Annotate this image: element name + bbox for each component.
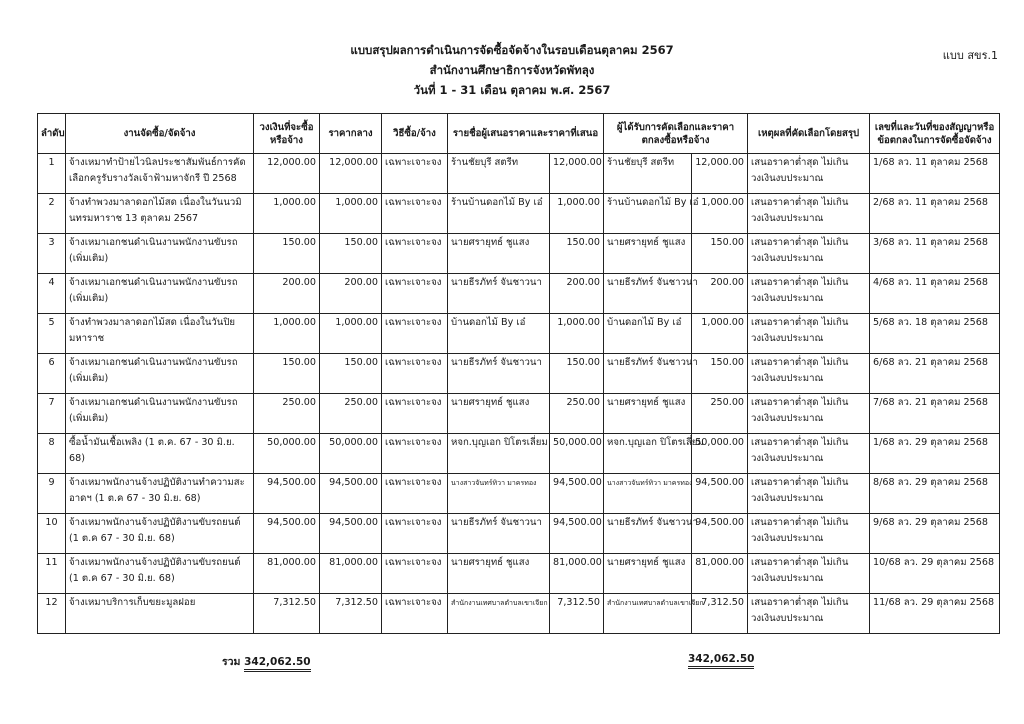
row-bidder: ร้านชัยบุรี สตรีท (448, 154, 550, 194)
row-no: 4 (38, 274, 66, 314)
row-budget: 94,500.00 (254, 474, 320, 514)
col-header-method: วิธีซื้อ/จ้าง (382, 114, 448, 154)
row-bidder: หจก.บุญเอก ปิโตรเลี่ยม (448, 434, 550, 474)
row-reason: เสนอราคาต่ำสุด ไม่เกินวงเงินงบประมาณ (748, 354, 870, 394)
row-item: จ้างเหมาพนักงานจ้างปฏิบัติงานทำความสะอาดฯ (1 ต.ค 67 - 30 มิ.ย. 68) (66, 474, 254, 514)
row-method: เฉพาะเจาะจง (382, 514, 448, 554)
row-bidder: นายศรายุทธ์ ชูแสง (448, 554, 550, 594)
row-budget: 81,000.00 (254, 554, 320, 594)
row-method: เฉพาะเจาะจง (382, 354, 448, 394)
row-winner: นายธีรภัทร์ จันชาวนา (604, 354, 692, 394)
procurement-table (37, 113, 1000, 634)
row-method: เฉพาะเจาะจง (382, 154, 448, 194)
row-median: 7,312.50 (320, 594, 382, 634)
row-reason: เสนอราคาต่ำสุด ไม่เกินวงเงินงบประมาณ (748, 394, 870, 434)
row-bid-price: 1,000.00 (550, 314, 604, 354)
total-label: รวม (222, 656, 241, 668)
row-bid-price: 94,500.00 (550, 514, 604, 554)
row-contract: 2/68 ลว. 11 ตุลาคม 2568 (870, 194, 1000, 234)
row-contract: 9/68 ลว. 29 ตุลาคม 2568 (870, 514, 1000, 554)
row-contract: 5/68 ลว. 18 ตุลาคม 2568 (870, 314, 1000, 354)
row-reason: เสนอราคาต่ำสุด ไม่เกินวงเงินงบประมาณ (748, 554, 870, 594)
row-bid-price: 94,500.00 (550, 474, 604, 514)
row-budget: 150.00 (254, 354, 320, 394)
row-winner: ร้านบ้านดอกไม้ By เอ๋ (604, 194, 692, 234)
row-item: จ้างเหมาเอกชนดำเนินงานพนักงานขับรถ (เพิ่มเติม) (66, 234, 254, 274)
row-contract: 1/68 ลว. 29 ตุลาคม 2568 (870, 434, 1000, 474)
row-median: 150.00 (320, 354, 382, 394)
row-no: 1 (38, 154, 66, 194)
table-row (38, 154, 1000, 194)
row-win-price: 1,000.00 (692, 194, 748, 234)
total-budget-value: 342,062.50 (244, 656, 310, 672)
row-win-price: 200.00 (692, 274, 748, 314)
row-contract: 11/68 ลว. 29 ตุลาคม 2568 (870, 594, 1000, 634)
row-contract: 3/68 ลว. 11 ตุลาคม 2568 (870, 234, 1000, 274)
row-bid-price: 7,312.50 (550, 594, 604, 634)
row-item: จ้างเหมาทำป้ายไวนิลประชาสัมพันธ์การคัดเลือกครูรับรางวัลเจ้าฟ้ามหาจักรี ปี 2568 (66, 154, 254, 194)
row-winner: นางสาวจันทร์ทิวา มาครทอง (604, 474, 692, 514)
row-win-price: 12,000.00 (692, 154, 748, 194)
row-no: 9 (38, 474, 66, 514)
row-win-price: 150.00 (692, 234, 748, 274)
row-item: จ้างเหมาเอกชนดำเนินงานพนักงานขับรถ (เพิ่มเติม) (66, 274, 254, 314)
row-method: เฉพาะเจาะจง (382, 314, 448, 354)
document-title: แบบสรุปผลการดำเนินการจัดซื้อจัดจ้างในรอบเดือนตุลาคม 2567 (350, 43, 674, 57)
row-budget: 12,000.00 (254, 154, 320, 194)
row-contract: 4/68 ลว. 11 ตุลาคม 2568 (870, 274, 1000, 314)
row-bid-price: 250.00 (550, 394, 604, 434)
table-row (38, 434, 1000, 474)
row-budget: 1,000.00 (254, 194, 320, 234)
row-bid-price: 50,000.00 (550, 434, 604, 474)
row-reason: เสนอราคาต่ำสุด ไม่เกินวงเงินงบประมาณ (748, 314, 870, 354)
row-no: 11 (38, 554, 66, 594)
row-no: 8 (38, 434, 66, 474)
row-method: เฉพาะเจาะจง (382, 434, 448, 474)
row-budget: 150.00 (254, 234, 320, 274)
row-bidder: นายธีรภัทร์ จันชาวนา (448, 274, 550, 314)
row-method: เฉพาะเจาะจง (382, 194, 448, 234)
row-winner: บ้านดอกไม้ By เอ๋ (604, 314, 692, 354)
table-row (38, 234, 1000, 274)
table-row (38, 554, 1000, 594)
col-header-item: งานจัดซื้อ/จัดจ้าง (66, 114, 254, 154)
row-winner: หจก.บุญเอก ปิโตรเลี่ยม (604, 434, 692, 474)
row-reason: เสนอราคาต่ำสุด ไม่เกินวงเงินงบประมาณ (748, 274, 870, 314)
row-bidder: นายธีรภัทร์ จันชาวนา (448, 354, 550, 394)
row-win-price: 7,312.50 (692, 594, 748, 634)
row-item: จ้างเหมาเอกชนดำเนินงานพนักงานขับรถ (เพิ่มเติม) (66, 354, 254, 394)
row-bid-price: 150.00 (550, 234, 604, 274)
row-no: 7 (38, 394, 66, 434)
row-contract: 6/68 ลว. 21 ตุลาคม 2568 (870, 354, 1000, 394)
row-method: เฉพาะเจาะจง (382, 394, 448, 434)
row-reason: เสนอราคาต่ำสุด ไม่เกินวงเงินงบประมาณ (748, 594, 870, 634)
row-method: เฉพาะเจาะจง (382, 594, 448, 634)
row-method: เฉพาะเจาะจง (382, 234, 448, 274)
row-bidder: นายศรายุทธ์ ชูแสง (448, 394, 550, 434)
row-no: 2 (38, 194, 66, 234)
row-median: 200.00 (320, 274, 382, 314)
row-winner: ร้านชัยบุรี สตรีท (604, 154, 692, 194)
row-contract: 10/68 ลว. 29 ตุลาคม 2568 (870, 554, 1000, 594)
row-bid-price: 81,000.00 (550, 554, 604, 594)
row-budget: 1,000.00 (254, 314, 320, 354)
table-header-row (38, 114, 1000, 154)
row-bidder: สำนักงานเทศบาลตำบลเขาเจียก (448, 594, 550, 634)
row-item: ซื้อน้ำมันเชื้อเพลิง (1 ต.ค. 67 - 30 มิ.ย. 68) (66, 434, 254, 474)
row-budget: 94,500.00 (254, 514, 320, 554)
row-winner: นายศรายุทธ์ ชูแสง (604, 394, 692, 434)
row-contract: 1/68 ลว. 11 ตุลาคม 2568 (870, 154, 1000, 194)
table-row (38, 394, 1000, 434)
form-code: แบบ สขร.1 (942, 49, 998, 62)
row-median: 150.00 (320, 234, 382, 274)
row-win-price: 94,500.00 (692, 514, 748, 554)
row-reason: เสนอราคาต่ำสุด ไม่เกินวงเงินงบประมาณ (748, 434, 870, 474)
row-bidder: นายธีรภัทร์ จันชาวนา (448, 514, 550, 554)
row-contract: 8/68 ลว. 29 ตุลาคม 2568 (870, 474, 1000, 514)
total-winner-value: 342,062.50 (688, 653, 754, 669)
row-winner: นายศรายุทธ์ ชูแสง (604, 234, 692, 274)
row-win-price: 94,500.00 (692, 474, 748, 514)
col-header-reason: เหตุผลที่คัดเลือกโดยสรุป (748, 114, 870, 154)
row-item: จ้างเหมาเอกชนดำเนินงานพนักงานขับรถ (เพิ่มเติม) (66, 394, 254, 434)
row-no: 6 (38, 354, 66, 394)
row-winner: สำนักงานเทศบาลตำบลเขาเจียก (604, 594, 692, 634)
table-row (38, 354, 1000, 394)
row-winner: นายศรายุทธ์ ชูแสง (604, 554, 692, 594)
row-budget: 7,312.50 (254, 594, 320, 634)
table-row (38, 314, 1000, 354)
row-median: 94,500.00 (320, 514, 382, 554)
row-no: 3 (38, 234, 66, 274)
col-header-contract: เลขที่และวันที่ของสัญญาหรือข้อตกลงในการจัดซื้อจัดจ้าง (870, 114, 1000, 154)
table-row (38, 474, 1000, 514)
row-win-price: 1,000.00 (692, 314, 748, 354)
row-median: 1,000.00 (320, 314, 382, 354)
row-median: 1,000.00 (320, 194, 382, 234)
row-budget: 200.00 (254, 274, 320, 314)
row-item: จ้างเหมาพนักงานจ้างปฏิบัติงานขับรถยนต์ (1 ต.ค 67 - 30 มิ.ย. 68) (66, 554, 254, 594)
row-win-price: 81,000.00 (692, 554, 748, 594)
row-median: 250.00 (320, 394, 382, 434)
table-row (38, 514, 1000, 554)
table-row (38, 594, 1000, 634)
row-bidder: นางสาวจันทร์ทิวา มาครทอง (448, 474, 550, 514)
row-method: เฉพาะเจาะจง (382, 274, 448, 314)
row-win-price: 150.00 (692, 354, 748, 394)
row-reason: เสนอราคาต่ำสุด ไม่เกินวงเงินงบประมาณ (748, 514, 870, 554)
row-median: 12,000.00 (320, 154, 382, 194)
row-no: 12 (38, 594, 66, 634)
col-header-median: ราคากลาง (320, 114, 382, 154)
row-item: จ้างทำพวงมาลาดอกไม้สด เนื่องในวันนวมินทรมหาราช 13 ตุลาคม 2567 (66, 194, 254, 234)
total-budget (222, 653, 311, 670)
row-item: จ้างเหมาพนักงานจ้างปฏิบัติงานขับรถยนต์ (1 ต.ค 67 - 30 มิ.ย. 68) (66, 514, 254, 554)
row-win-price: 50,000.00 (692, 434, 748, 474)
row-median: 50,000.00 (320, 434, 382, 474)
row-winner: นายธีรภัทร์ จันชาวนา (604, 514, 692, 554)
row-item: จ้างเหมาบริการเก็บขยะมูลฝอย (66, 594, 254, 634)
row-item: จ้างทำพวงมาลาดอกไม้สด เนื่องในวันปิยมหาราช (66, 314, 254, 354)
row-budget: 50,000.00 (254, 434, 320, 474)
row-bidder: นายศรายุทธ์ ชูแสง (448, 234, 550, 274)
col-header-bidders: รายชื่อผู้เสนอราคาและราคาที่เสนอ (448, 114, 604, 154)
row-bidder: ร้านบ้านดอกไม้ By เอ๋ (448, 194, 550, 234)
report-period: วันที่ 1 - 31 เดือน ตุลาคม พ.ศ. 2567 (413, 83, 611, 97)
row-bid-price: 1,000.00 (550, 194, 604, 234)
row-contract: 7/68 ลว. 21 ตุลาคม 2568 (870, 394, 1000, 434)
row-win-price: 250.00 (692, 394, 748, 434)
row-reason: เสนอราคาต่ำสุด ไม่เกินวงเงินงบประมาณ (748, 234, 870, 274)
total-winner (688, 653, 754, 665)
row-median: 94,500.00 (320, 474, 382, 514)
office-name: สำนักงานศึกษาธิการจังหวัดพัทลุง (429, 63, 595, 77)
col-header-budget: วงเงินที่จะซื้อหรือจ้าง (254, 114, 320, 154)
row-method: เฉพาะเจาะจง (382, 474, 448, 514)
row-bidder: บ้านดอกไม้ By เอ๋ (448, 314, 550, 354)
col-header-no: ลำดับ (38, 114, 66, 154)
row-bid-price: 150.00 (550, 354, 604, 394)
col-header-winner: ผู้ได้รับการคัดเลือกและราคาตกลงซื้อหรือจ้าง (604, 114, 748, 154)
row-reason: เสนอราคาต่ำสุด ไม่เกินวงเงินงบประมาณ (748, 474, 870, 514)
row-bid-price: 200.00 (550, 274, 604, 314)
row-method: เฉพาะเจาะจง (382, 554, 448, 594)
table-row (38, 194, 1000, 234)
row-no: 10 (38, 514, 66, 554)
table-row (38, 274, 1000, 314)
row-winner: นายธีรภัทร์ จันชาวนา (604, 274, 692, 314)
row-reason: เสนอราคาต่ำสุด ไม่เกินวงเงินงบประมาณ (748, 194, 870, 234)
row-median: 81,000.00 (320, 554, 382, 594)
row-reason: เสนอราคาต่ำสุด ไม่เกินวงเงินงบประมาณ (748, 154, 870, 194)
row-no: 5 (38, 314, 66, 354)
row-bid-price: 12,000.00 (550, 154, 604, 194)
row-budget: 250.00 (254, 394, 320, 434)
